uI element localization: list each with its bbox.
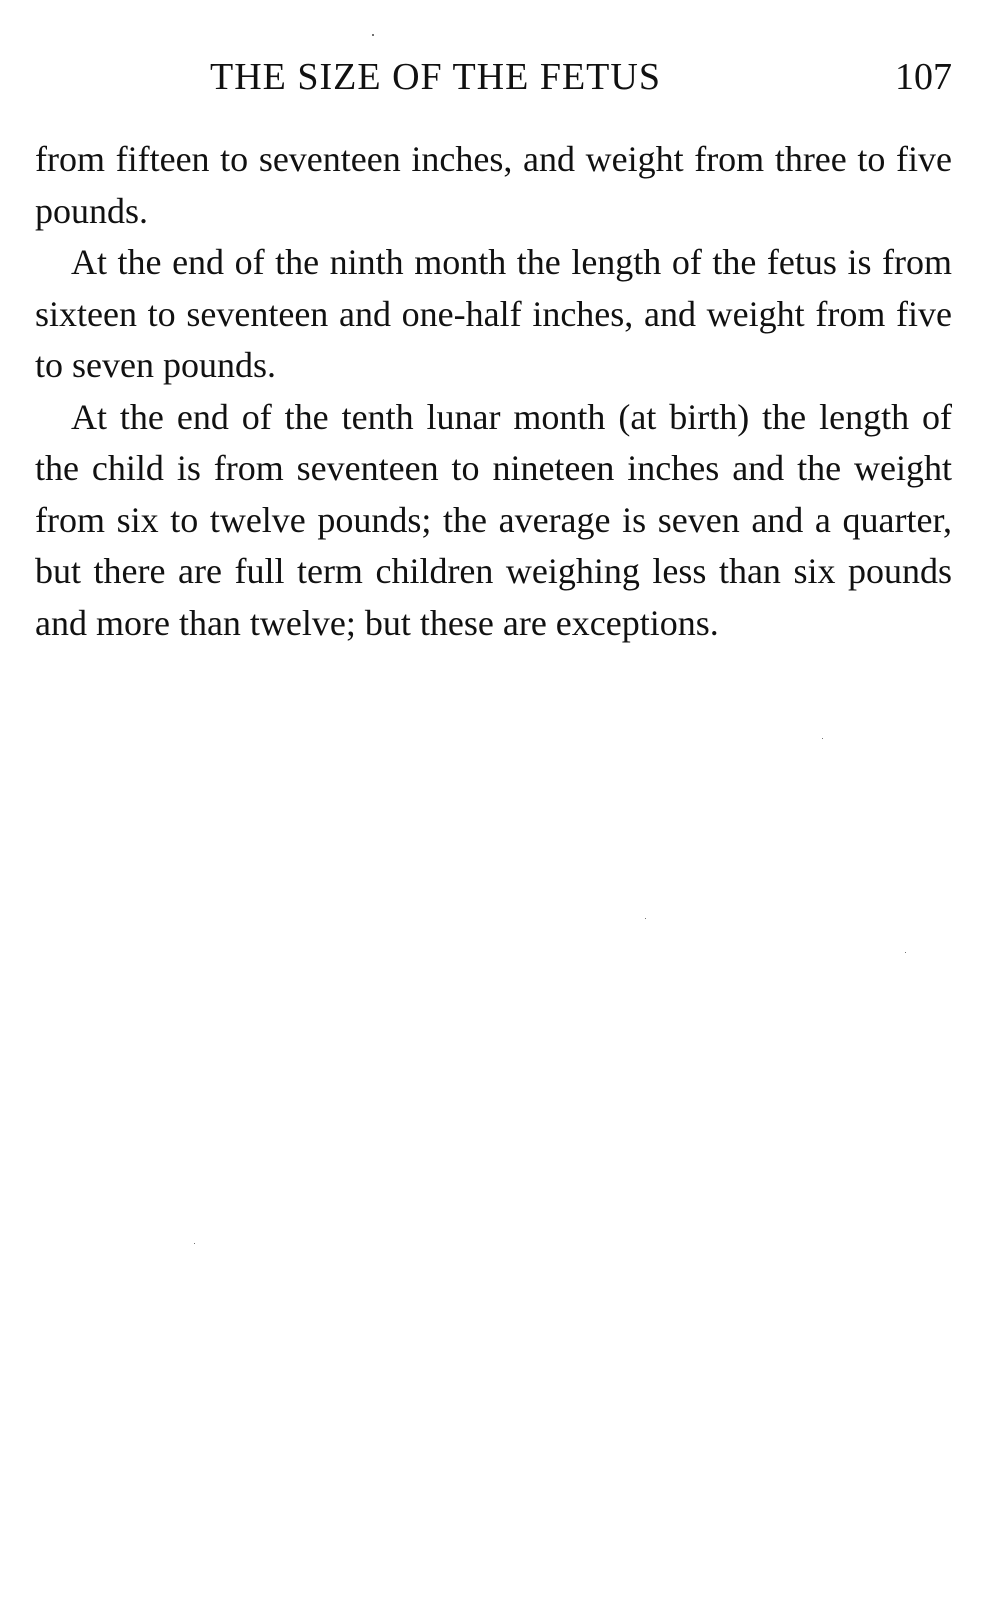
body-text [35, 134, 952, 649]
paragraph-continuation: from fifteen to seventeen inches, and weight from three to five pounds. [35, 139, 952, 231]
print-speck [822, 738, 823, 739]
page-number: 107 [895, 56, 952, 98]
print-speck [194, 1243, 195, 1244]
print-speck [905, 952, 906, 953]
running-title: THE SIZE OF THE FETUS [210, 56, 661, 98]
page-header [35, 52, 952, 102]
print-speck [372, 34, 374, 36]
print-speck [645, 918, 646, 919]
paragraph-ninth-month: At the end of the ninth month the length of the fetus is from sixteen to seventeen and one-half inches, and weight from five to seven pounds. [35, 242, 952, 385]
paragraph-tenth-month: At the end of the tenth lunar month (at birth) the length of the child is from seventeen to nineteen inches and the weight from six to twelve pounds; the average is seven and a quarter, but there are full term children weighing less than six pounds and more than twelve; but these are exceptions. [35, 396, 952, 643]
